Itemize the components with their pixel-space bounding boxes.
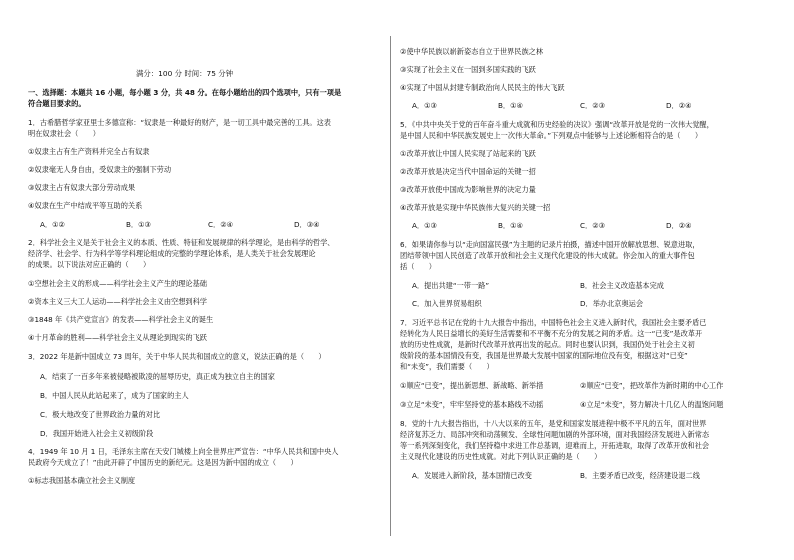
- q1-choice-b: B．①③: [126, 220, 152, 229]
- exam-header: 满分：100 分 时间：75 分钟: [136, 69, 234, 78]
- q8-stem-4: 主义现代化建设的历史性成就。对此下列认识正确的是（ ）: [400, 452, 602, 461]
- q2-option-4: ④十月革命的胜利——科学社会主义从理论到现实的飞跃: [28, 333, 207, 342]
- q1-option-3: ③奴隶主占有奴隶大部分劳动成果: [28, 183, 136, 192]
- q5-option-4: ④改革开放是实现中华民族伟大复兴的关键一招: [400, 203, 551, 212]
- q3-stem: 3．2022 年是新中国成立 73 周年，关于中华人民共和国成立的意义，说法正确的是（ ）: [28, 352, 326, 361]
- q5-choice-d: D．②④: [666, 221, 692, 230]
- q1-stem-1: 1．古希腊哲学家亚里士多德宣称：“奴隶是一种最好的财产，是一切工具中最完善的工具。这表: [28, 118, 331, 127]
- q3-choice-b: B．中国人民从此站起来了，成为了国家的主人: [40, 391, 189, 400]
- q5-choice-b: B．①④: [498, 221, 524, 230]
- q5-stem-2: 是中国人民和中华民族发展史上一次伟大革命。”下列观点中能够与上述论断相符合的是（ ）: [400, 131, 703, 140]
- q7-stem-3: 放的历史性成就，是新时代改革开放再出发的起点。同时也要认识到，我国仍处于社会主义初: [400, 340, 695, 349]
- q3-choice-a: A．结束了一百多年来被侵略被欺凌的屈辱历史，真正成为独立自主的国家: [40, 372, 275, 381]
- q1-choice-a: A．①②: [40, 220, 65, 229]
- q2-option-3: ③1848 年《共产党宣言》的发表——科学社会主义的诞生: [28, 315, 214, 324]
- q8-stem-1: 8．党的十九大报告指出，十八大以来的五年，是党和国家发展进程中极不平凡的五年，面对世界: [400, 419, 707, 428]
- q4-choice-c: C．②③: [580, 101, 606, 110]
- right-column: [400, 0, 750, 560]
- q4-option-4: ④实现了中国从封建专制政治向人民民主的伟大飞跃: [400, 83, 565, 92]
- q6-choice-d: D．举办北京奥运会: [580, 299, 644, 308]
- q5-option-3: ③改革开放使中国成为影响世界的决定力量: [400, 185, 536, 194]
- q2-option-2: ②资本主义三大工人运动——科学社会主义由空想到科学: [28, 297, 207, 306]
- q8-stem-3: 等一系列深刻变化，我们坚持稳中求进工作总基调，迎难而上，开拓进取，取得了改革开放和社会: [400, 441, 710, 450]
- q3-choice-c: C．极大地改变了世界政治力量的对比: [40, 410, 161, 419]
- q4-choice-a: A．①③: [412, 101, 437, 110]
- q4-option-2: ②使中华民族以崭新姿态自立于世界民族之林: [400, 47, 544, 56]
- column-divider: [390, 36, 391, 536]
- q5-choice-a: A．①③: [412, 221, 437, 230]
- q4-choice-d: D．②④: [666, 101, 692, 110]
- left-column: [28, 0, 378, 560]
- q8-choice-b: B．主要矛盾已改变，经济建设退二线: [580, 471, 700, 480]
- q6-stem-3: 括（ ）: [400, 262, 436, 271]
- q6-choice-a: A．提出共建“一带一路”: [412, 281, 490, 290]
- q7-stem-2: 经转化为人民日益增长的美好生活需要和不平衡不充分的发展之间的矛盾。这一“已变”是改革开: [400, 329, 703, 338]
- q5-option-2: ②改革开放是决定当代中国命运的关键一招: [400, 167, 536, 176]
- q1-option-1: ①奴隶主占有生产资料并完全占有奴隶: [28, 147, 150, 156]
- q7-stem-1: 7．习近平总书记在党的十九大报告中指出，中国特色社会主义进入新时代，我国社会主要矛盾已: [400, 318, 707, 327]
- q2-stem-1: 2．科学社会主义是关于社会主义的本质、性质、特征和发展规律的科学理论，是由科学的哲学、: [28, 238, 335, 247]
- q5-choice-c: C．②③: [580, 221, 606, 230]
- q4-option-1: ①标志我国基本确立社会主义制度: [28, 476, 136, 485]
- q1-choice-d: D．③④: [294, 220, 320, 229]
- section-title-line-2: 符合题目要求的。: [28, 99, 86, 108]
- q4-stem-2: 民政府今天成立了！”由此开辟了中国历史的新纪元。这是因为新中国的成立（ ）: [28, 458, 298, 467]
- q1-stem-2: 明在奴隶社会（ ）: [28, 129, 100, 138]
- q4-option-3: ③实现了社会主义在一国到多国实践的飞跃: [400, 65, 536, 74]
- q5-stem-1: 5．《中共中央关于党的百年奋斗重大成就和历史经验的决议》强调“改革开放是党的一次伟大觉醒，: [400, 120, 714, 129]
- q7-stem-5: 和“未变”，我们需要（ ）: [400, 362, 494, 371]
- q7-option-4: ④立足“未变”，努力解决十几亿人的温饱问题: [580, 400, 724, 409]
- q7-option-1: ①顺应“已变”，提出新思想、新战略、新举措: [400, 381, 544, 390]
- q2-stem-3: 的成果。以下说法对应正确的（ ）: [28, 260, 151, 269]
- q5-option-1: ①改革开放让中国人民实现了站起来的飞跃: [400, 149, 536, 158]
- q1-option-2: ②奴隶毫无人身自由，受奴隶主的强制下劳动: [28, 165, 172, 174]
- q1-option-4: ④奴隶在生产中结成平等互助的关系: [28, 201, 143, 210]
- q8-choice-a: A．发展进入新阶段，基本国情已改变: [412, 471, 532, 480]
- q4-choice-b: B．①④: [498, 101, 524, 110]
- q8-stem-2: 经济复苏乏力、局部冲突和动荡频发、全球性问题加剧的外部环境，面对我国经济发展进入新常态: [400, 430, 710, 439]
- q2-stem-2: 经济学、社会学、行为科学等学科理论组成的完整的学理论体系，是人类关于社会发展理论: [28, 249, 316, 258]
- q2-option-1: ①空想社会主义的形成——科学社会主义产生的理论基础: [28, 279, 207, 288]
- q4-stem-1: 4．1949 年 10 月 1 日，毛泽东主席在天安门城楼上向全世界庄严宣告：“中华人民共和国中央人: [28, 447, 339, 456]
- q7-option-2: ②顺应“已变”，把改革作为新时期的中心工作: [580, 381, 724, 390]
- q3-choice-d: D．我国开始进入社会主义初级阶段: [40, 429, 154, 438]
- q6-stem-1: 6．如果请你参与以“走向国富民强”为主题的记录片拍摄，描述中国开放解放思想、锐意进取，: [400, 240, 700, 249]
- section-title-line-1: 一、选择题：本题共 16 小题，每小题 3 分，共 48 分。在每小题给出的四个选项中，只有一项是: [28, 88, 342, 97]
- q6-choice-b: B．社会主义改造基本完成: [580, 281, 664, 290]
- q7-stem-4: 级阶段的基本国情没有变，我国是世界最大发展中国家的国际地位没有变，根据这对“已变”: [400, 351, 688, 360]
- q7-option-3: ③立足“未变”，牢牢坚持党的基本路线不动摇: [400, 400, 544, 409]
- q6-choice-c: C．加入世界贸易组织: [412, 299, 482, 308]
- q6-stem-2: 团结带领中国人民创造了改革开放和社会主义现代化建设的伟大成就。你会加入的重大事件包: [400, 251, 695, 260]
- q1-choice-c: C．②④: [208, 220, 234, 229]
